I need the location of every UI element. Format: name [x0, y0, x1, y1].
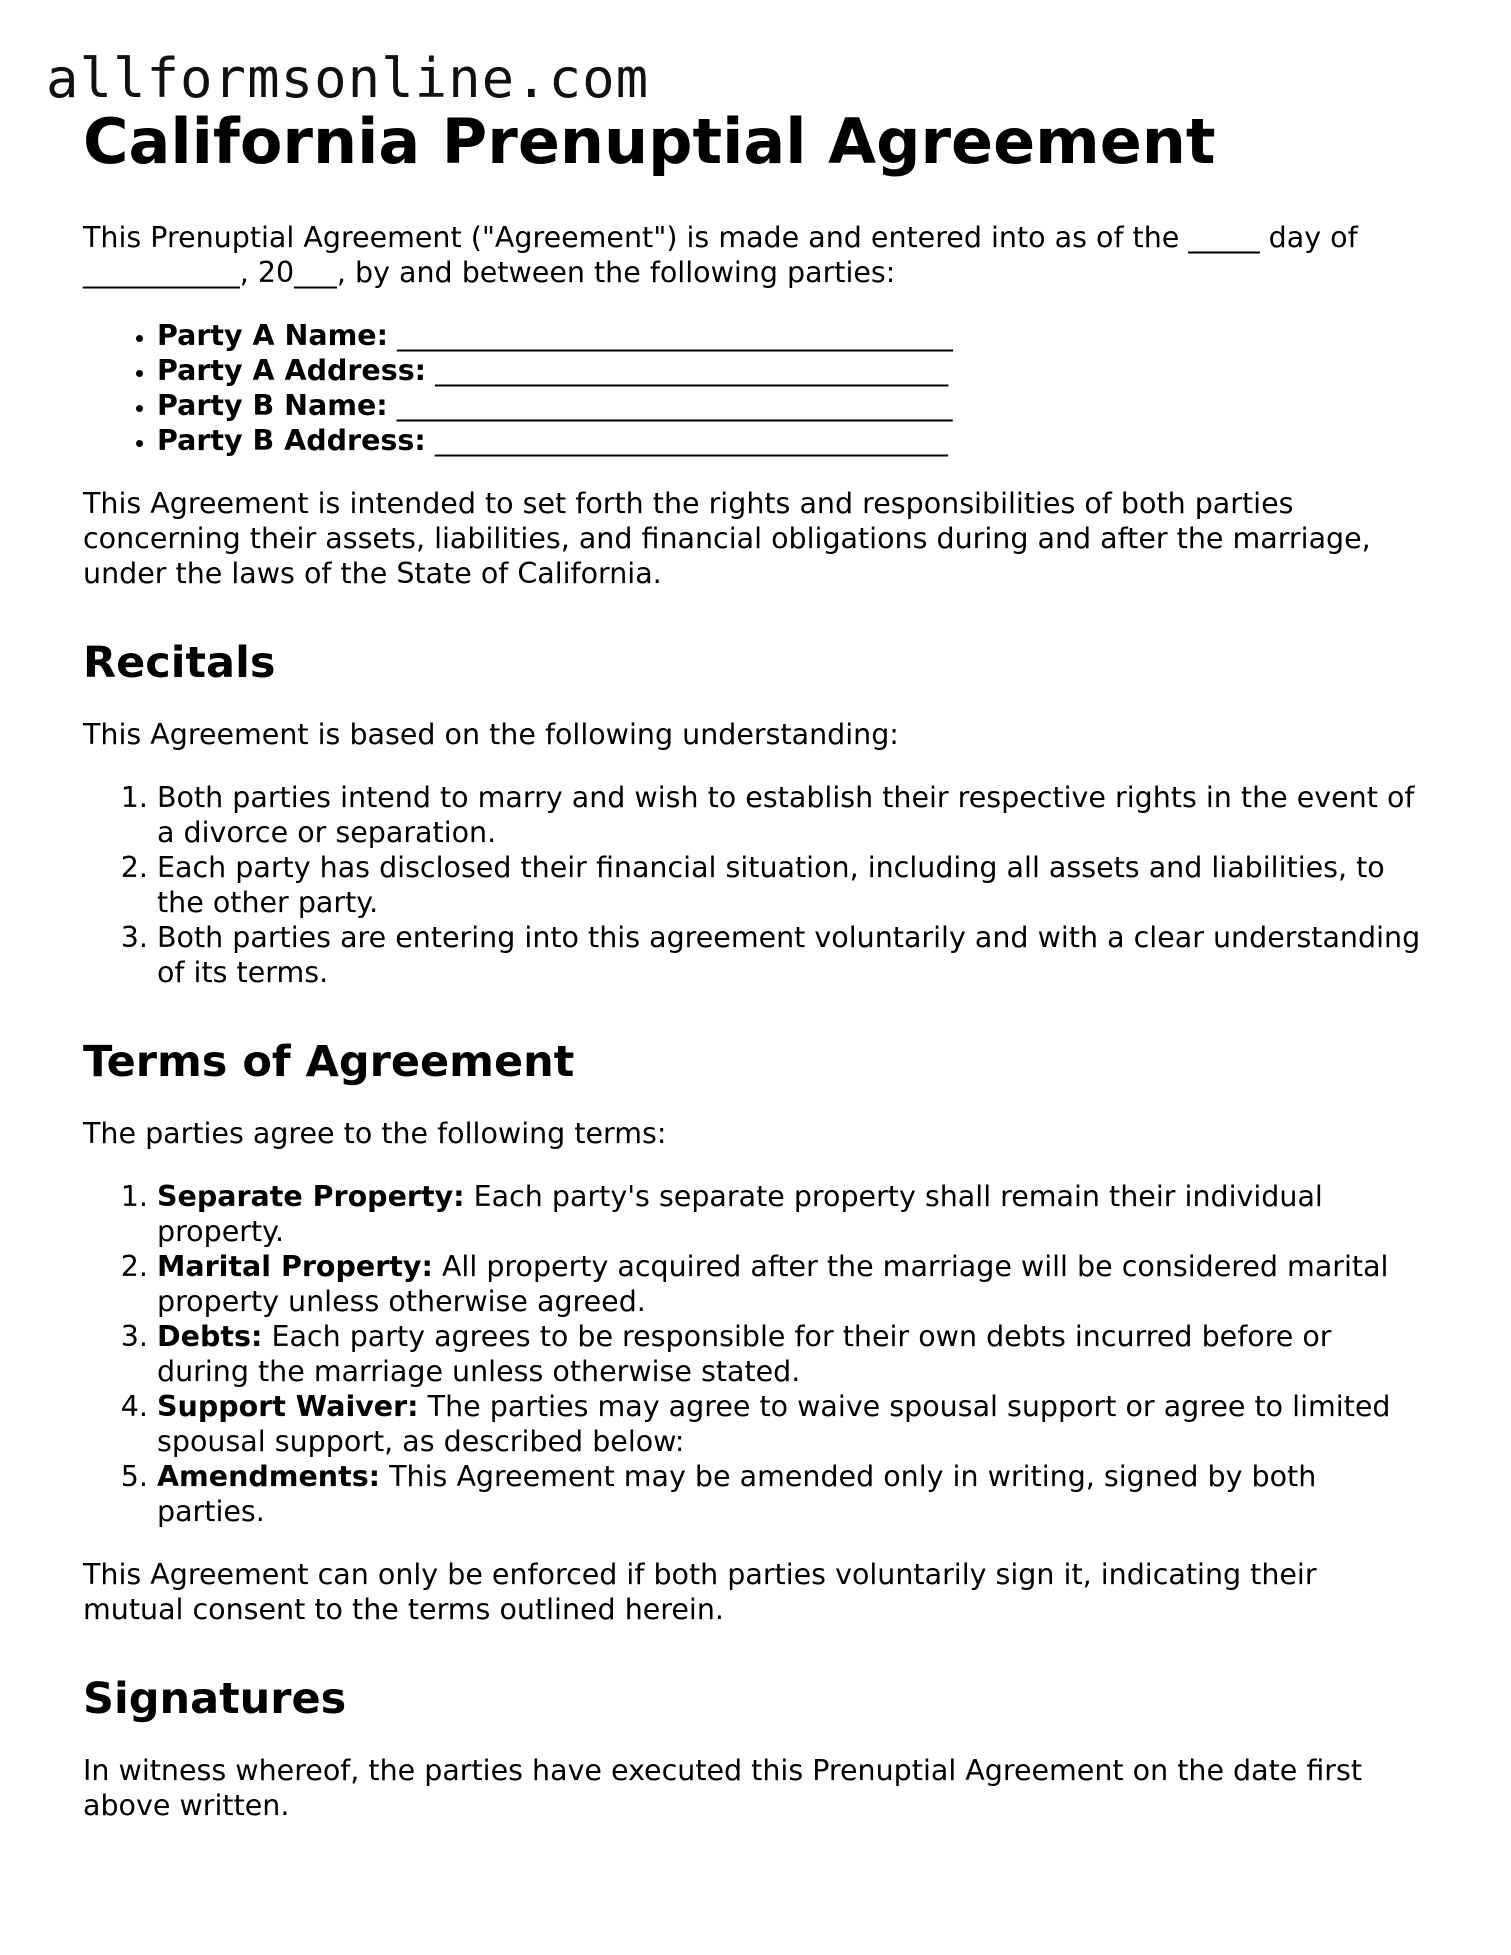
term-label: Amendments:	[157, 1460, 381, 1493]
terms-intro: The parties agree to the following terms:	[83, 1117, 667, 1150]
terms-closing: This Agreement can only be enforced if both parties voluntarily sign it, indicating their mutual consent to the terms outlined herein.	[83, 1558, 1317, 1626]
list-item	[157, 1459, 1423, 1529]
term-text: The parties may agree to waive spousal support or agree to limited spousal support, as described below:	[157, 1390, 1391, 1458]
parties-list	[83, 318, 1423, 458]
purpose-paragraph: This Agreement is intended to set forth the rights and responsibilities of both parties concerning their assets, liabilities, and financial obligations during and after the marriage, under the laws of the State of California.	[83, 487, 1371, 590]
term-text: All property acquired after the marriage will be considered marital property unless otherwise agreed.	[157, 1250, 1389, 1318]
party-field-label: Party B Address:	[157, 424, 426, 457]
party-field-blank: _______________________________________	[397, 319, 953, 352]
list-item: 3. Both parties are entering into this agreement voluntarily and with a clear understanding of its terms.	[157, 920, 1423, 990]
terms-heading: Terms of Agreement	[83, 1037, 575, 1087]
party-a-address-item	[157, 353, 1423, 388]
list-item	[157, 1319, 1423, 1389]
list-item	[157, 1389, 1423, 1459]
term-label: Support Waiver:	[157, 1390, 419, 1423]
document-page	[83, 105, 1423, 1851]
party-field-blank: ____________________________________	[435, 354, 949, 387]
list-item	[157, 1179, 1423, 1249]
terms-list	[83, 1179, 1423, 1529]
party-field-blank: _______________________________________	[396, 389, 953, 422]
party-b-name-item	[157, 388, 1423, 423]
term-label: Marital Property:	[157, 1250, 433, 1283]
party-field-label: Party B Name:	[157, 389, 388, 422]
term-label: Separate Property:	[157, 1180, 465, 1213]
intro-paragraph: This Prenuptial Agreement ("Agreement") is made and entered into as of the _____ day of ___________, 20___, by and between the following parties:	[83, 221, 1358, 289]
signatures-text: In witness whereof, the parties have executed this Prenuptial Agreement on the date first above written.	[83, 1754, 1363, 1822]
party-field-label: Party A Name:	[157, 319, 389, 352]
list-item	[157, 1249, 1423, 1319]
party-b-address-item	[157, 423, 1423, 458]
list-item: 1. Both parties intend to marry and wish to establish their respective rights in the event of a divorce or separation.	[157, 780, 1423, 850]
term-text: Each party agrees to be responsible for their own debts incurred before or during the marriage unless otherwise stated.	[157, 1320, 1332, 1388]
list-item: 2. Each party has disclosed their financial situation, including all assets and liabilities, to the other party.	[157, 850, 1423, 920]
signatures-heading: Signatures	[83, 1674, 347, 1724]
party-field-label: Party A Address:	[157, 354, 427, 387]
recitals-list	[83, 780, 1423, 990]
party-a-name-item	[157, 318, 1423, 353]
site-watermark: allformsonline.com	[46, 47, 650, 110]
term-text: This Agreement may be amended only in writing, signed by both parties.	[157, 1460, 1317, 1528]
recitals-intro: This Agreement is based on the following understanding:	[83, 718, 899, 751]
party-field-blank: ____________________________________	[434, 424, 948, 457]
document-title: California Prenuptial Agreement	[83, 105, 1216, 178]
term-text: Each party's separate property shall remain their individual property.	[157, 1180, 1323, 1248]
recitals-heading: Recitals	[83, 638, 276, 688]
term-label: Debts:	[157, 1320, 263, 1353]
